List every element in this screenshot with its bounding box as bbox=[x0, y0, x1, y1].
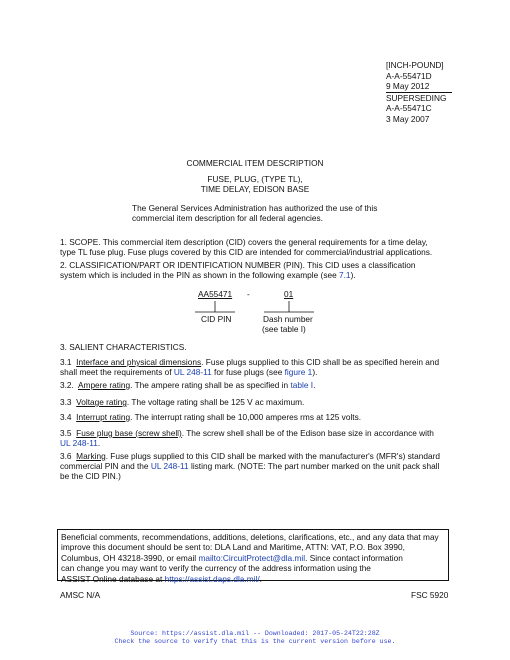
section-3-2 bbox=[60, 380, 452, 390]
s36-line2-text: commercial PIN and the bbox=[60, 461, 151, 471]
document-date: 9 May 2012 bbox=[386, 81, 430, 91]
s33-text: . The voltage rating shall be 125 V ac maximum. bbox=[126, 397, 305, 407]
comments-box bbox=[57, 529, 449, 584]
pin-label-see-table: (see table I) bbox=[262, 324, 306, 334]
classification-line1: 2. CLASSIFICATION/PART OR IDENTIFICATION NUMBER (PIN). This CID uses a classification bbox=[60, 260, 416, 270]
s34-text: . The interrupt rating shall be 10,000 amperes rms at 125 volts. bbox=[130, 412, 362, 422]
comments-line4: can change you may want to verify the currency of the address information using the bbox=[61, 563, 371, 574]
section-scope bbox=[60, 237, 452, 257]
s34-title: Interrupt rating bbox=[76, 412, 131, 422]
link-ul-248-11[interactable]: UL 248-11 bbox=[173, 367, 212, 377]
document-id: A-A-55471D bbox=[386, 70, 432, 81]
s32-number: 3.2. bbox=[60, 380, 74, 390]
classification-line2 bbox=[60, 270, 452, 280]
s32-text: . The ampere rating shall be as specified in bbox=[130, 380, 291, 390]
section-3-3 bbox=[60, 397, 452, 407]
amsc-label: AMSC N/A bbox=[60, 590, 101, 600]
s35-title: Fuse plug base (screw shell) bbox=[76, 428, 182, 438]
pin-example-diagram bbox=[190, 285, 330, 335]
pin-example-dash: - bbox=[247, 289, 250, 299]
comments-line5-end: . bbox=[259, 573, 262, 584]
fsc-label: FSC 5920 bbox=[411, 590, 449, 600]
title-block bbox=[150, 158, 360, 194]
superseded-date: 3 May 2007 bbox=[386, 113, 430, 124]
superseded-id: A-A-55471C bbox=[386, 103, 432, 113]
cid-title: COMMERCIAL ITEM DESCRIPTION bbox=[186, 158, 324, 168]
link-ul-248-11-c[interactable]: UL 248-11 bbox=[150, 461, 189, 471]
s32-end: . bbox=[313, 380, 316, 390]
comments-line2: improve this document should be sent to: DLA Land and Maritime, ATTN: VAT, P.O. Box 3990, bbox=[61, 542, 405, 553]
pin-example-cid: AA55471 bbox=[198, 289, 233, 299]
authorization-line1: The General Services Administration has authorized the use of this bbox=[132, 203, 378, 213]
scope-line1: 1. SCOPE. This commercial item description (CID) covers the general requirements for a time delay, bbox=[60, 237, 428, 247]
s31-line2-end: ). bbox=[312, 367, 318, 377]
section-3-1 bbox=[60, 357, 452, 377]
pin-label-dash-number: Dash number bbox=[263, 314, 313, 324]
s31-text: . Fuse plugs supplied to this CID shall be as specified herein and bbox=[201, 357, 440, 367]
s31-number: 3.1 bbox=[60, 357, 72, 367]
s35-text: . The screw shell shall be of the Edison base size in accordance with bbox=[181, 428, 434, 438]
assist-link[interactable]: https://assist.daps.dla.mil/ bbox=[164, 573, 260, 584]
email-link[interactable]: mailto:CircuitProtect@dla.mil bbox=[198, 552, 306, 563]
authorization-line2: commercial item description for all federal agencies. bbox=[132, 213, 323, 223]
comments-line3-text: Columbus, OH 43218-3990, or email bbox=[61, 552, 199, 563]
s35-end: . bbox=[97, 438, 101, 448]
s33-title: Voltage rating bbox=[76, 397, 127, 407]
s31-line2-mid: for fuse plugs (see bbox=[211, 367, 285, 377]
section-3-5 bbox=[60, 428, 452, 448]
s34-number: 3.4 bbox=[60, 412, 72, 422]
s36-line3: be the CID PIN.) bbox=[60, 471, 121, 481]
classification-line2-text: system which is included in the PIN as shown in the following example (see bbox=[60, 270, 340, 280]
salient-heading: 3. SALIENT CHARACTERISTICS. bbox=[60, 342, 187, 352]
document-header bbox=[386, 60, 452, 124]
s36-text: . Fuse plugs supplied to this CID shall be marked with the manufacturer's (MFR's) standard bbox=[105, 451, 440, 461]
link-7-1[interactable]: 7.1 bbox=[339, 270, 351, 280]
verify-line: Check the source to verify that this is the current version before use. bbox=[114, 638, 396, 645]
authorization-statement bbox=[132, 203, 377, 223]
inch-pound-label: [INCH-POUND] bbox=[386, 60, 444, 70]
s31-title: Interface and physical dimensions bbox=[76, 357, 202, 367]
pin-example-dash-number: 01 bbox=[284, 289, 294, 299]
comments-line3-end: . Since contact information bbox=[305, 552, 403, 563]
classification-line2-end: ). bbox=[350, 270, 356, 280]
download-stamp bbox=[0, 630, 510, 646]
s36-number: 3.6 bbox=[60, 451, 72, 461]
comments-line1: Beneficial comments, recommendations, additions, deletions, clarifications, etc., and any data that may bbox=[61, 532, 439, 542]
scope-line2: type TL fuse plug. Fuse plugs covered by this CID are intended for commercial/industrial applications. bbox=[60, 247, 433, 257]
pin-connector-lines bbox=[190, 285, 330, 317]
section-3-6 bbox=[60, 451, 452, 481]
section-classification bbox=[60, 260, 452, 280]
pin-label-cid-pin: CID PIN bbox=[201, 314, 232, 324]
section-3-4 bbox=[60, 412, 452, 422]
s31-line2-text: shall meet the requirements of bbox=[60, 367, 174, 377]
s32-title: Ampere rating bbox=[78, 380, 131, 390]
s36-title: Marking bbox=[76, 451, 106, 461]
source-line: Source: https://assist.dla.mil -- Downloaded: 2017-05-24T22:28Z bbox=[130, 630, 380, 637]
item-name-line2: TIME DELAY, EDISON BASE bbox=[200, 184, 310, 194]
s33-number: 3.3 bbox=[60, 397, 72, 407]
link-table-1[interactable]: table I bbox=[290, 380, 314, 390]
link-ul-248-11-b[interactable]: UL 248-11 bbox=[60, 438, 98, 448]
comments-line5-text: ASSIST Online database at bbox=[61, 573, 165, 584]
s35-number: 3.5 bbox=[60, 428, 72, 438]
s36-line2-end: listing mark. (NOTE: The part number marked on the unit pack shall bbox=[188, 461, 440, 471]
superseding-label: SUPERSEDING bbox=[386, 92, 447, 103]
item-name-line1: FUSE, PLUG, (TYPE TL), bbox=[207, 174, 303, 184]
link-figure-1[interactable]: figure 1 bbox=[284, 367, 313, 377]
